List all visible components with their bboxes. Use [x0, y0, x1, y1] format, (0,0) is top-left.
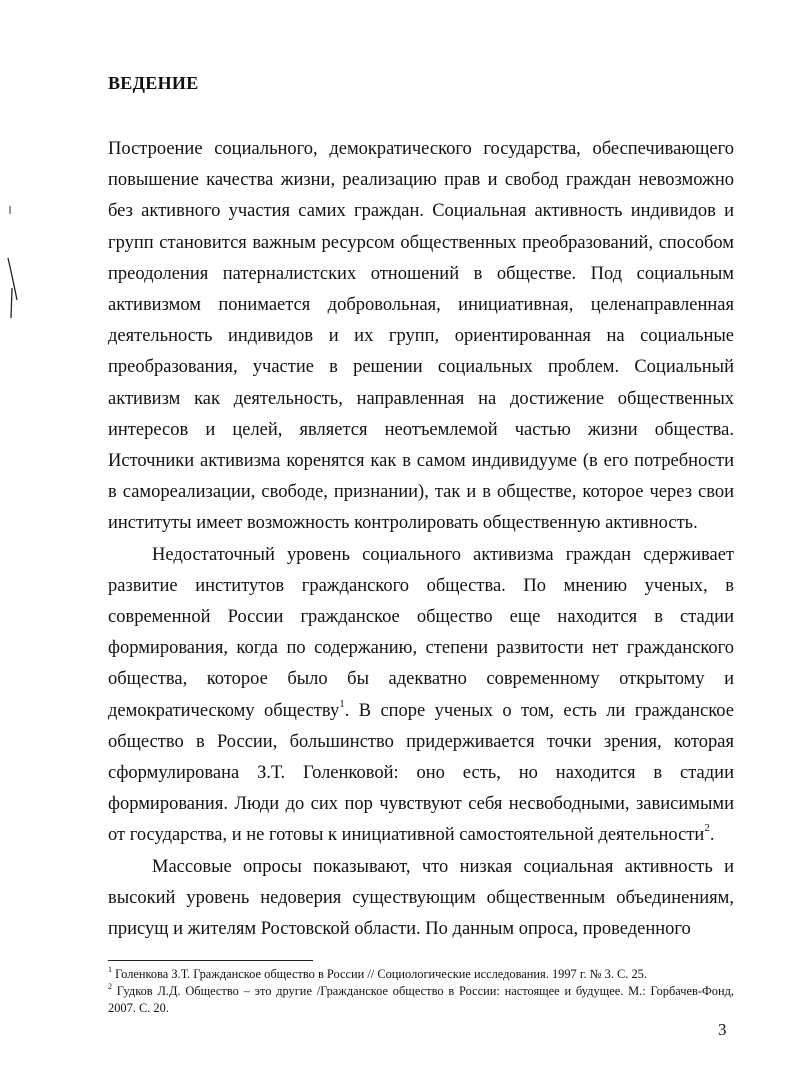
paragraph-2-text-end: .	[709, 825, 715, 846]
footnotes	[108, 966, 734, 1017]
footnote-1-mark: 1	[108, 964, 112, 974]
page-number: 3	[718, 1020, 727, 1039]
footnote-2	[108, 983, 734, 1017]
paragraph-2-text-b: . В споре ученых о том, есть ли гражданское общество в России, большинство придерживается точки зрения, которая сформулирована З.Т. Голенковой: оно есть, но находится в стадии формирования. Люди до сих пор чувствуют себя несвободными, зависимыми от государства, и не готовы к инициативной самостоятельной деятельности	[108, 700, 734, 846]
body-text	[108, 134, 734, 945]
footnote-divider	[108, 960, 313, 961]
scan-mark-icon	[0, 0, 40, 340]
footnote-2-mark: 2	[108, 981, 112, 991]
page-title: ВЕДЕНИЕ	[108, 73, 199, 93]
paragraph-3: Массовые опросы показывают, что низкая социальная активность и высокий уровень недоверия существующим общественным объединениям, присущ и жителям Ростовской области. По данным опроса, проведенного	[108, 856, 734, 940]
paragraph-2-text-a: Недостаточный уровень социального активизма граждан сдерживает развитие институтов гражданского общества. По мнению ученых, в современной России гражданское общество еще находится в стадии формирования, когда по содержанию, степени развитости нет гражданского общества, которое было бы адекватно современному открытому и демократическому обществу	[108, 544, 734, 721]
paragraph-1: Построение социального, демократического государства, обеспечивающего повышение качества жизни, реализацию прав и свобод граждан невозможно без активного участия самих граждан. Социальная активность индивидов и групп становится важным ресурсом общественных преобразований, способом преодоления патерналистских отношений в обществе. Под социальным активизмом понимается добровольная, инициативная, целенаправленная деятельность индивидов и их групп, ориентированная на социальные преобразования, участие в решении социальных проблем. Социальный активизм как деятельность, направленная на достижение общественных интересов и целей, является неотъемлемой частью жизни общества. Источники активизма коренятся как в самом индивидууме (в его потребности в самореализации, свободе, признании), так и в обществе, которое через свои институты имеет возможность контролировать общественную активность.	[108, 139, 734, 534]
footnote-1-text: Голенкова З.Т. Гражданское общество в России // Социологические исследования. 1997 г. № 3. С. 25.	[112, 967, 647, 981]
footnote-ref-1: 1	[339, 697, 345, 710]
footnote-1	[108, 966, 734, 983]
footnote-ref-2: 2	[704, 822, 710, 835]
paragraph-2	[108, 540, 734, 852]
footnote-2-text: Гудков Л.Д. Общество – это другие /Гражданское общество в России: настоящее и будущее. М.: Горбачев-Фонд, 2007. С. 20.	[108, 984, 734, 1015]
